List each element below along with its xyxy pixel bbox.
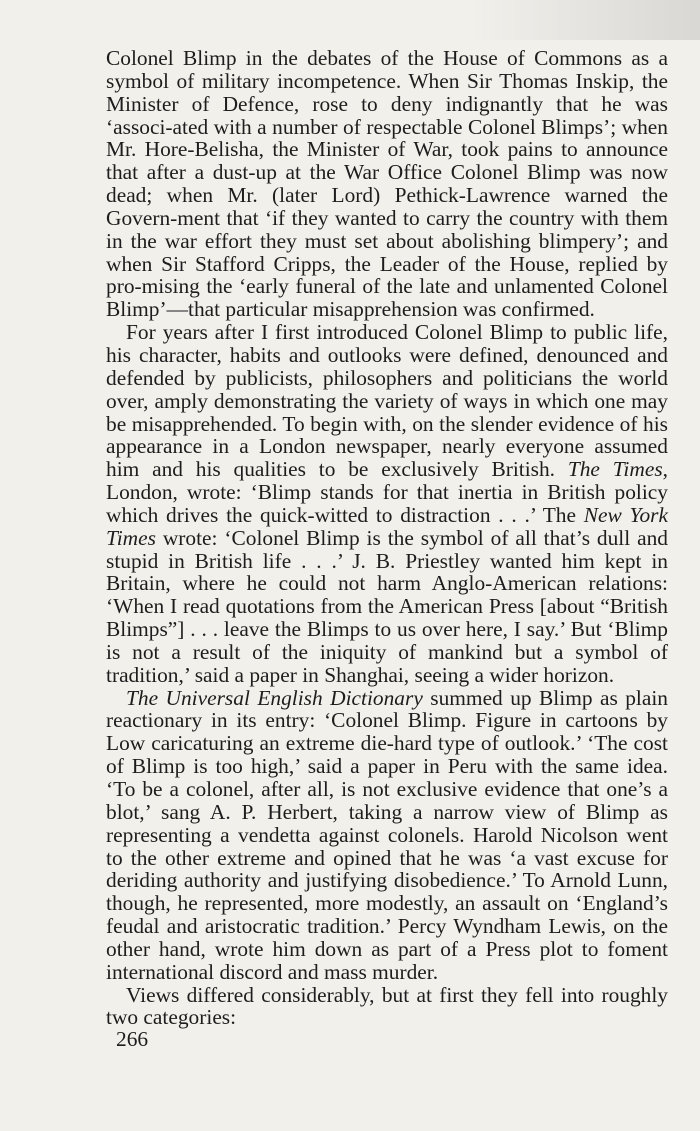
paragraph-1: [106, 47, 668, 321]
p2-seg-4: wrote: ‘Colonel Blimp is the symbol of all that’s dull and stupid in British life . . .’ J. B. Priestley wanted him kept in Britain, where he could not harm Anglo-American relations: ‘When I read quotations from the American Press [about “British Blimps”] . . . leave the Blimps to us over here, I say.’ But ‘Blimp is not a result of the iniquity of mankind but a symbol of tradition,’ said a paper in Shanghai, seeing a wider horizon.: [106, 525, 668, 687]
p3-seg-0-italic-title: The Universal English Dictionary: [126, 685, 423, 710]
p2-seg-3-italic-title: New York Times: [106, 502, 668, 550]
p2-seg-2: , London, wrote: ‘Blimp stands for that inertia in British policy which drives the quick-witted to distraction . . .’ The: [106, 457, 668, 527]
body-text: [106, 47, 668, 1029]
p2-seg-0: For years after I first introduced Colonel Blimp to public life, his character, habits and outlooks were defined, denounced and defended by publicists, philosophers and politicians the world over, amply demonstrating the variety of ways in which one may be misapprehended. To begin with, on the slender evidence of his appearance in a London newspaper, nearly everyone assumed him and his qualities to be exclusively British.: [106, 320, 668, 482]
paragraph-4: [106, 984, 668, 1030]
p3-seg-1: summed up Blimp as plain reactionary in its entry: ‘Colonel Blimp. Figure in cartoons by Low caricaturing an extreme die-hard type of outlook.’ ‘The cost of Blimp is too high,’ said a paper in Peru with the same idea. ‘To be a colonel, after all, is not exclusive evidence that one’s a blot,’ sang A. P. Herbert, taking a narrow view of Blimp as representing a vendetta against colonels. Harold Nicolson went to the other extreme and opined that he was ‘a vast excuse for deriding authority and justifying disobedience.’ To Arnold Lunn, though, he represented, more modestly, an assault on ‘England’s feudal and aristocratic tradition.’ Percy Wyndham Lewis, on the other hand, wrote him down as part of a Press plot to foment international discord and mass murder.: [106, 685, 668, 984]
p2-seg-1-italic-title: The Times: [567, 457, 663, 482]
paragraph-2: [106, 321, 668, 687]
p4-seg-0: Views differed considerably, but at first they fell into roughly two categories:: [106, 982, 668, 1030]
page-edge-shadow: [470, 0, 700, 40]
page-number: 266: [116, 1027, 149, 1051]
paragraph-3: [106, 687, 668, 984]
p1-seg-0: Colonel Blimp in the debates of the House of Commons as a symbol of military incompetence. When Sir Thomas Inskip, the Minister of Defence, rose to deny indignantly that he was ‘associ-ated with a number of respectable Colonel Blimps’; when Mr. Hore-Belisha, the Minister of War, took pains to announce that after a dust-up at the War Office Colonel Blimp was now dead; when Mr. (later Lord) Pethick-Lawrence warned the Govern-ment that ‘if they wanted to carry the country with them in the war effort they must set about abolishing blimpery’; and when Sir Stafford Cripps, the Leader of the House, replied by pro-mising the ‘early funeral of the late and unlamented Colonel Blimp’—that particular misapprehension was confirmed.: [106, 46, 668, 322]
